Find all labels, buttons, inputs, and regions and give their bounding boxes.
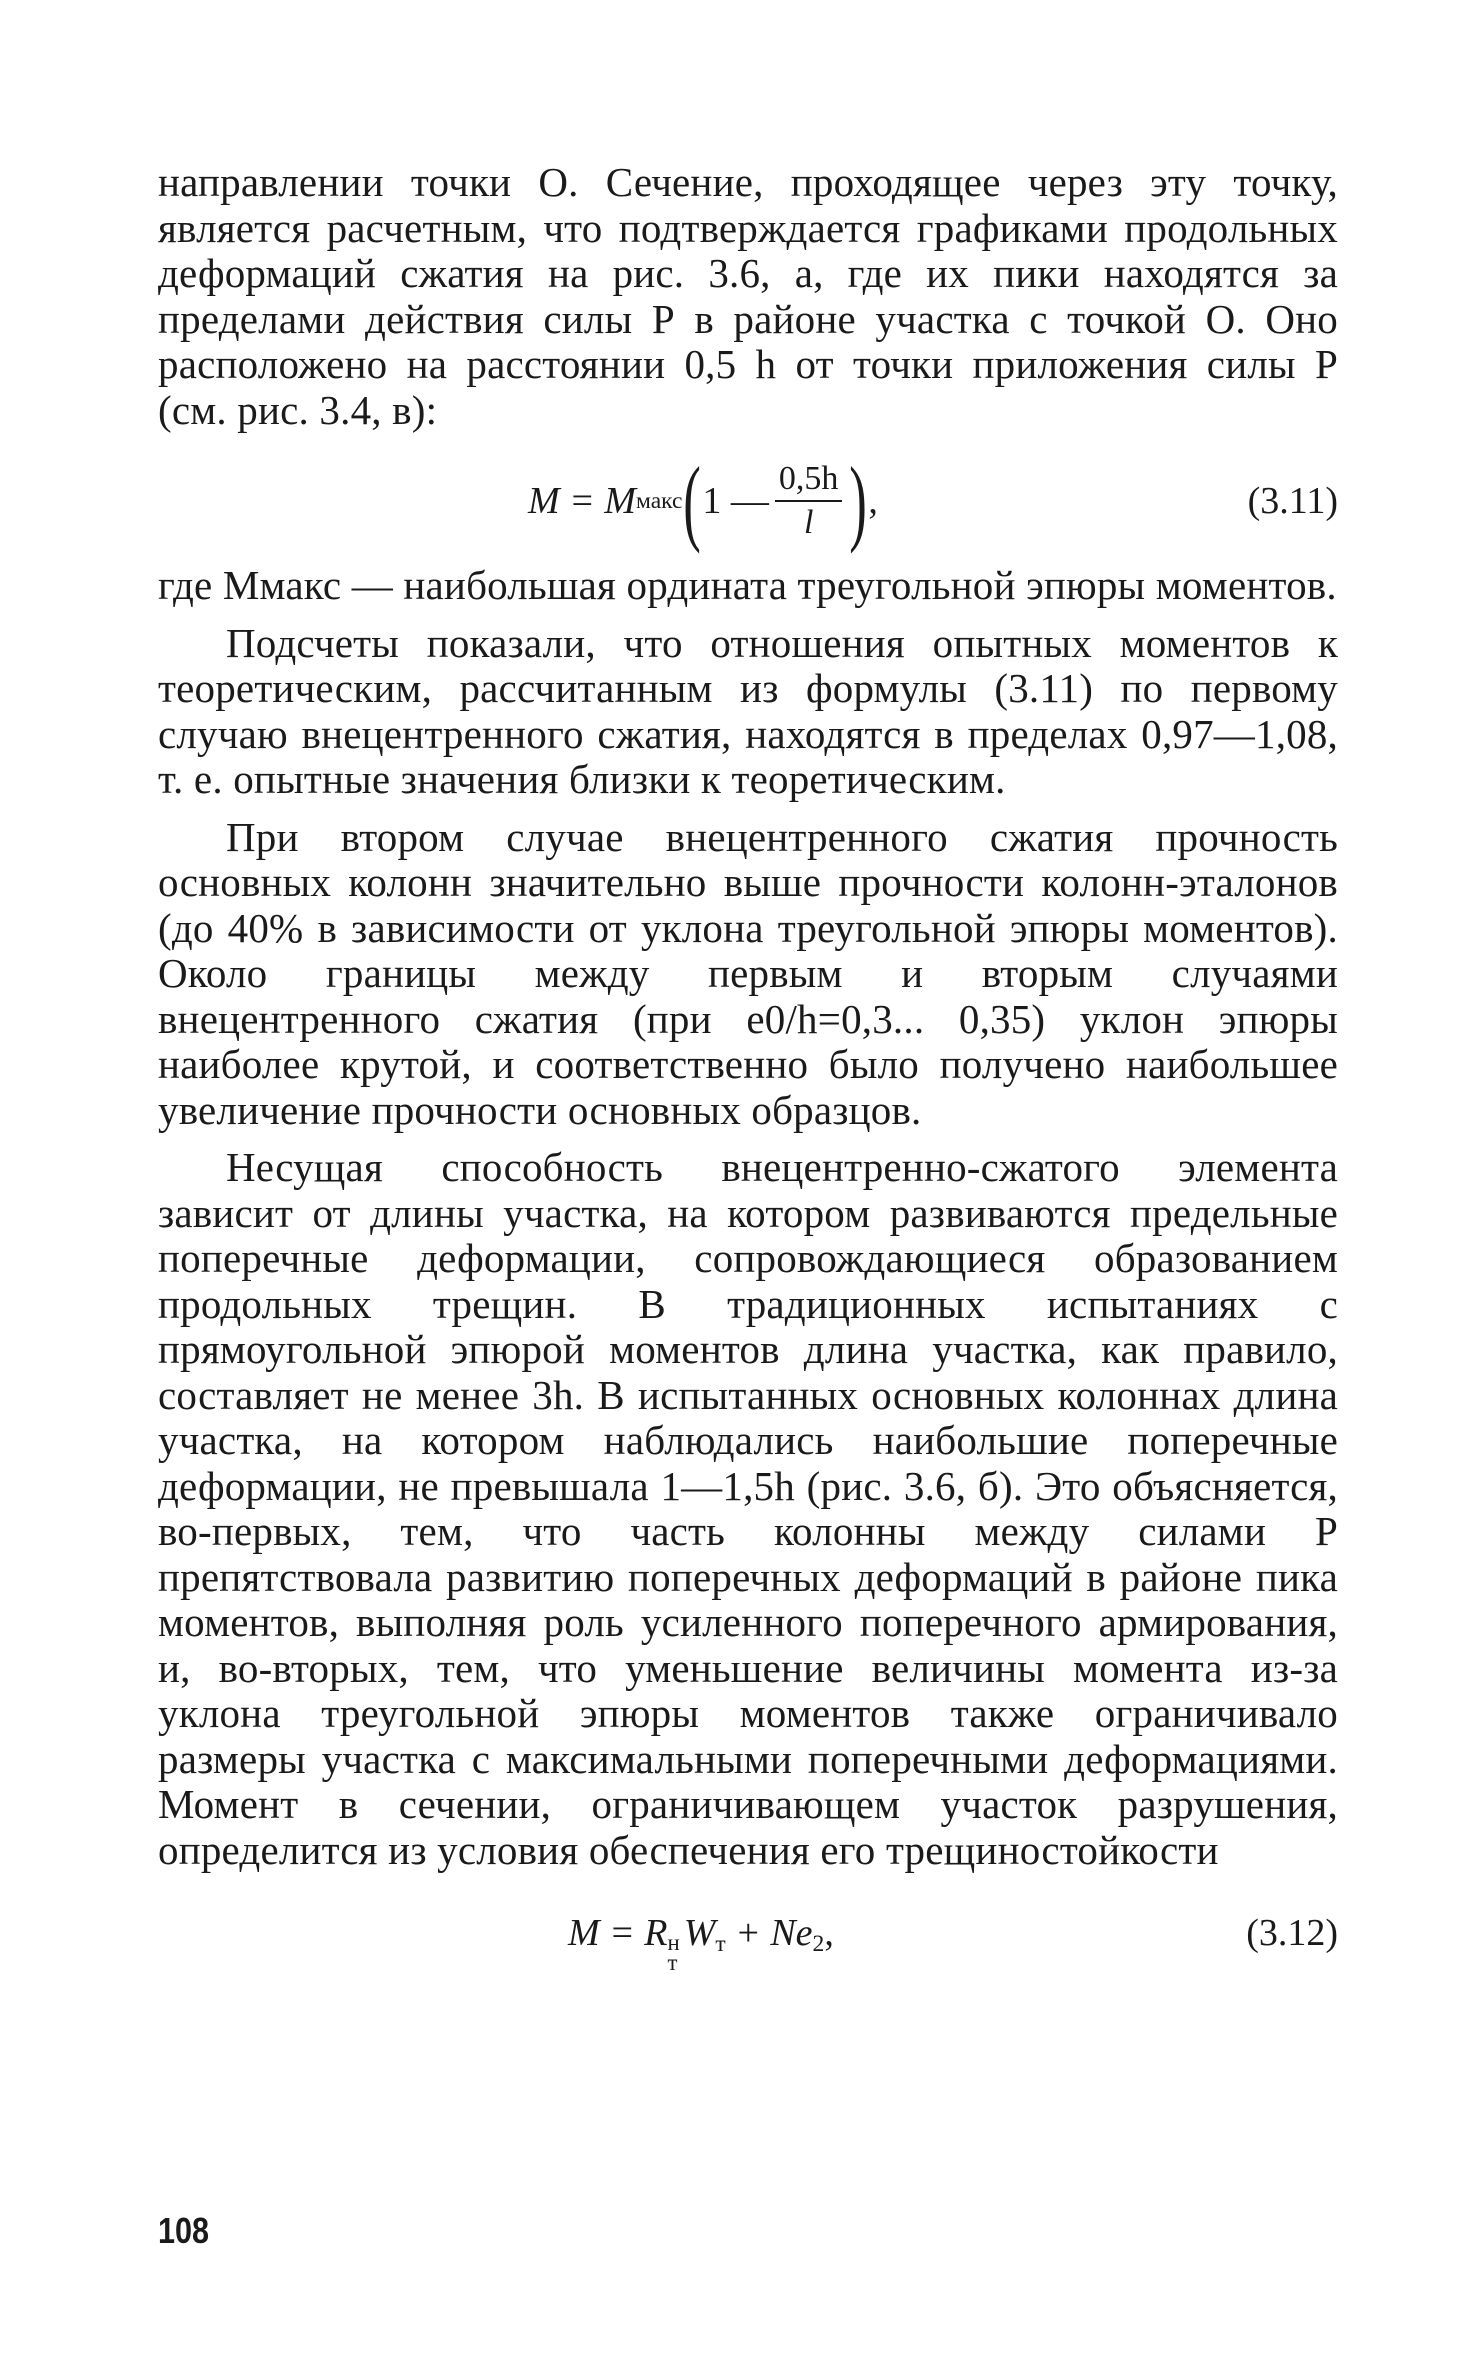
formula-3-11-number: (3.11) (1247, 480, 1338, 522)
fraction-numerator: 0,5h (775, 460, 843, 502)
w-sub: т (715, 1930, 726, 1957)
paragraph-3: Подсчеты показали, что отношения опытных моментов к теоретическим, рассчитанным из формулы (3.11) по первому случаю внецентренного сжатия, находятся в пределах 0,97—1,08, т. е. опытные значения близки к теоретическим. (158, 619, 1338, 802)
formula-3-11-trail: , (868, 480, 878, 522)
paragraph-4: При втором случае внецентренного сжатия прочность основных колонн значительно выше прочности колонн-эталонов (до 40% в зависимости от уклона треугольной эпюры моментов). Около границы между первым и вторым случаями внецентренного сжатия (при e0/h=0,3... 0,35) уклон эпюры наиболее крутой, и соответственно было получено наибольшее увеличение прочности основных образцов. (158, 813, 1338, 1133)
formula-3-11-expression (528, 447, 878, 554)
formula-3-12-r-indices (667, 1929, 680, 1976)
page-body (158, 160, 1338, 1987)
left-paren: ( (683, 447, 702, 554)
e-sub: 2 (812, 1930, 825, 1957)
formula-3-11-lhs: M = M (528, 480, 636, 522)
formula-3-12-trail: , (824, 1912, 834, 1954)
right-paren: ) (849, 447, 868, 554)
formula-3-12 (158, 1897, 1338, 1987)
r-sub: т (667, 1950, 678, 1976)
formula-3-11-one: 1 — (702, 480, 769, 522)
r-sup: н (667, 1929, 680, 1955)
formula-3-11 (158, 441, 1338, 561)
formula-3-12-number: (3.12) (1246, 1912, 1338, 1954)
paragraph-5: Несущая способность внецентренно-сжатого элемента зависит от длины участка, на котором развиваются предельные поперечные деформации, сопровождающиеся образованием продольных трещин. В традиционных испытаниях с прямоугольной эпюрой моментов длина участка, как правило, составляет не менее 3h. В испытанных основных колоннах длина участка, на котором наблюдались наибольшие поперечные деформации, не превышала 1—1,5h (рис. 3.6, б). Это объясняется, во-первых, тем, что часть колонны между силами Р препятствовала развитию поперечных деформаций в районе пика моментов, выполняя роль усиленного поперечного армирования, и, во-вторых, тем, что уменьшение величины момента из-за уклона треугольной эпюры моментов также ограничивало размеры участка с максимальными поперечными деформациями. Момент в сечении, ограничивающем участок разрушения, определится из условия обеспечения его трещиностойкости (158, 1144, 1338, 1873)
formula-3-12-expression (568, 1911, 834, 1974)
page-number: 108 (158, 2210, 210, 2251)
formula-3-12-w: W (683, 1912, 716, 1954)
paragraph-2: где Mмакс — наибольшая ордината треугольной эпюры моментов. (158, 562, 1337, 608)
fraction-denominator: l (803, 504, 814, 541)
formula-3-11-sub: макс (635, 487, 683, 514)
formula-3-11-fraction (775, 460, 843, 542)
formula-3-12-rest: + Ne (725, 1912, 813, 1954)
paragraph-1: направлении точки О. Сечение, проходящее через эту точку, является расчетным, что подтверждается графиками продольных деформаций сжатия на рис. 3.6, а, где их пики находятся за пределами действия силы Р в районе участка с точкой О. Оно расположено на расстоянии 0,5 h от точки приложения силы Р (см. рис. 3.4, в): (158, 159, 1338, 433)
formula-3-12-lhs: M = R (568, 1912, 668, 1954)
